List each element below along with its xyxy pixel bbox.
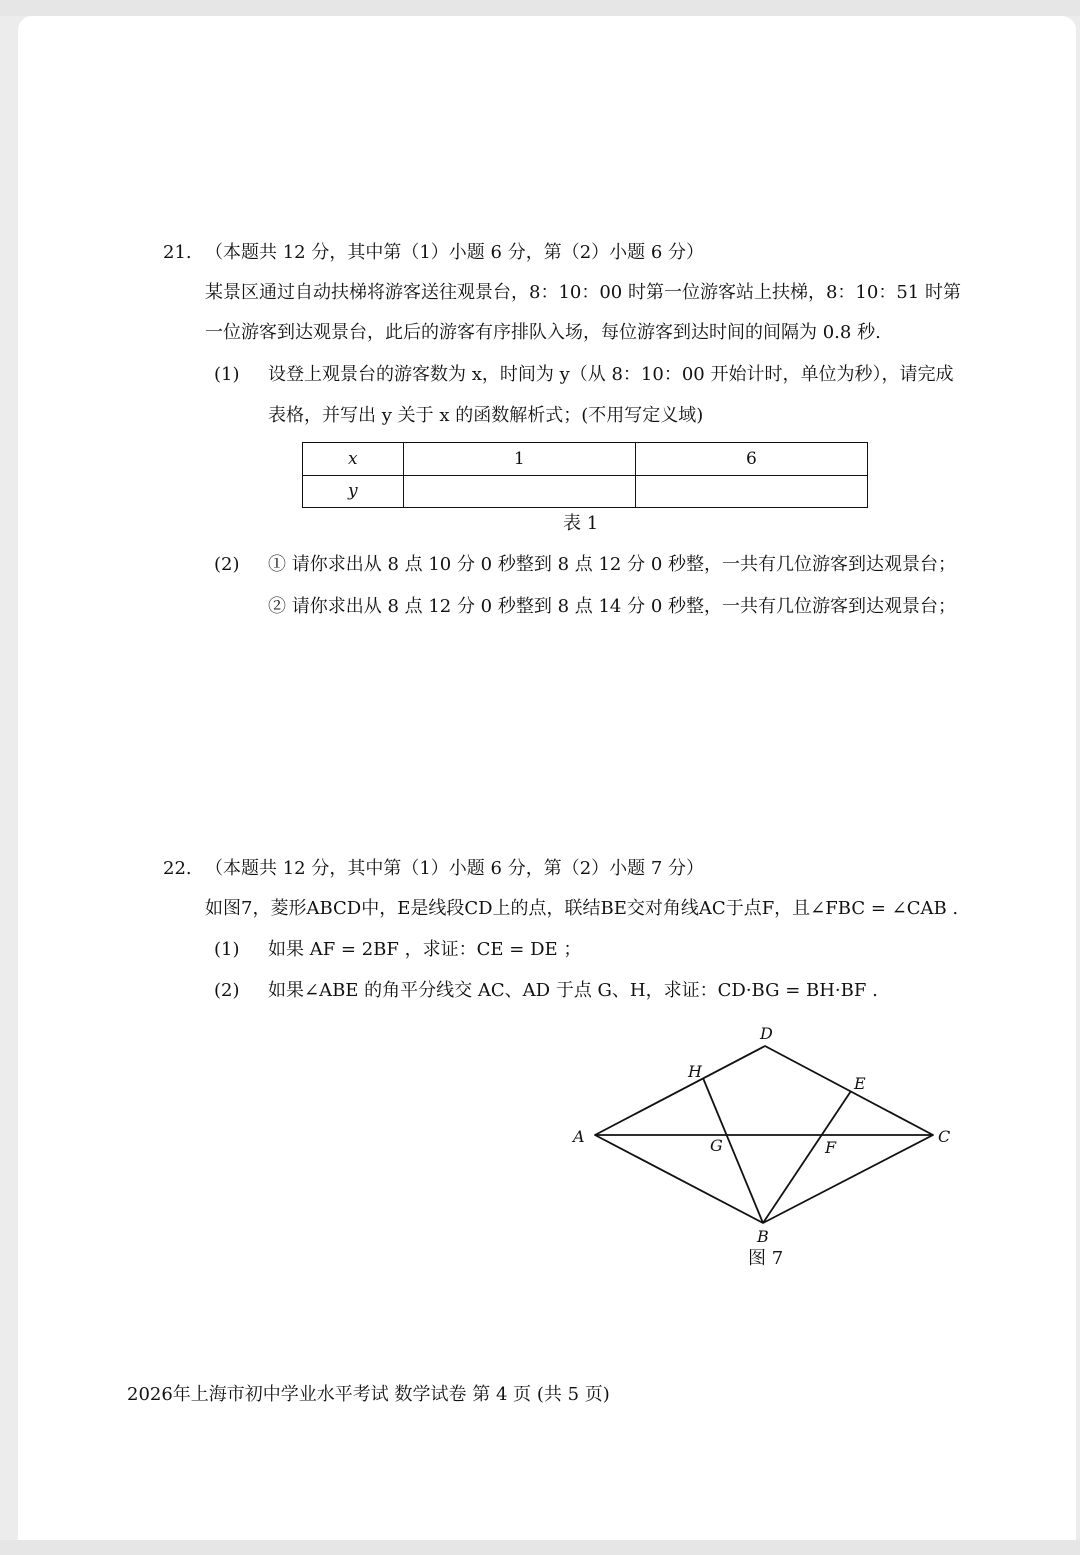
q21-number: 21.: [163, 242, 192, 263]
label-e: E: [854, 1074, 866, 1093]
q21-part1-line1: 设登上观景台的游客数为 x，时间为 y（从 8：10：00 开始计时，单位为秒），请完成: [268, 364, 954, 385]
q22-stem: 如图7，菱形ABCD中，E是线段CD上的点，联结BE交对角线AC于点F，且∠FBC = ∠CAB .: [205, 898, 959, 919]
table-cell-y1: [403, 475, 635, 508]
table-row-x: [303, 443, 868, 476]
label-g: G: [710, 1136, 723, 1155]
label-h: H: [688, 1062, 702, 1081]
segment-be: [763, 1091, 851, 1223]
label-b: B: [757, 1227, 769, 1246]
q21-part2-item1: ① 请你求出从 8 点 10 分 0 秒整到 8 点 12 分 0 秒整，一共有几位游客到达观景台；: [268, 554, 956, 575]
table-header-x: x: [303, 443, 404, 476]
q22-number: 22.: [163, 858, 192, 879]
q21-header: （本题共 12 分，其中第（1）小题 6 分，第（2）小题 6 分）: [205, 242, 705, 263]
label-a: A: [573, 1127, 585, 1146]
q22-part1-text: 如果 AF = 2BF ，求证：CE = DE ；: [268, 939, 582, 960]
label-d: D: [760, 1024, 773, 1043]
top-edge: [0, 0, 1080, 16]
q22-part2-text: 如果∠ABE 的角平分线交 AC、AD 于点 G、H，求证：CD·BG = BH·BF .: [268, 980, 878, 1001]
table-caption: 表 1: [563, 513, 599, 534]
q21-part2-number: (2): [214, 554, 240, 575]
q22-header: （本题共 12 分，其中第（1）小题 6 分，第（2）小题 7 分）: [205, 858, 705, 879]
q22-part2-number: (2): [214, 980, 240, 1001]
q22-part1-number: (1): [214, 939, 240, 960]
q21-part1-number: (1): [214, 364, 240, 385]
label-f: F: [825, 1138, 837, 1157]
q21-part1-line2: 表格，并写出 y 关于 x 的函数解析式；(不用写定义域): [268, 405, 704, 426]
figure-7-rhombus: [560, 1020, 980, 1255]
table-cell-x1: 1: [403, 443, 635, 476]
table-cell-y2: [635, 475, 867, 508]
q21-answer-table: [302, 442, 868, 508]
q21-stem-line2: 一位游客到达观景台，此后的游客有序排队入场，每位游客到达时间的间隔为 0.8 秒.: [205, 322, 881, 343]
q21-part2-item2: ② 请你求出从 8 点 12 分 0 秒整到 8 点 14 分 0 秒整，一共有几位游客到达观景台；: [268, 596, 956, 617]
table-cell-x2: 6: [635, 443, 867, 476]
table-header-y: y: [303, 475, 404, 508]
q21-stem-line1: 某景区通过自动扶梯将游客送往观景台，8：10：00 时第一位游客站上扶梯，8：10：51 时第: [205, 282, 961, 303]
page-footer: 2026年上海市初中学业水平考试 数学试卷 第 4 页 (共 5 页): [127, 1384, 610, 1405]
bottom-edge: [0, 1540, 1080, 1555]
label-c: C: [938, 1127, 951, 1146]
figure-caption: 图 7: [748, 1248, 784, 1269]
table-row-y: [303, 475, 868, 508]
